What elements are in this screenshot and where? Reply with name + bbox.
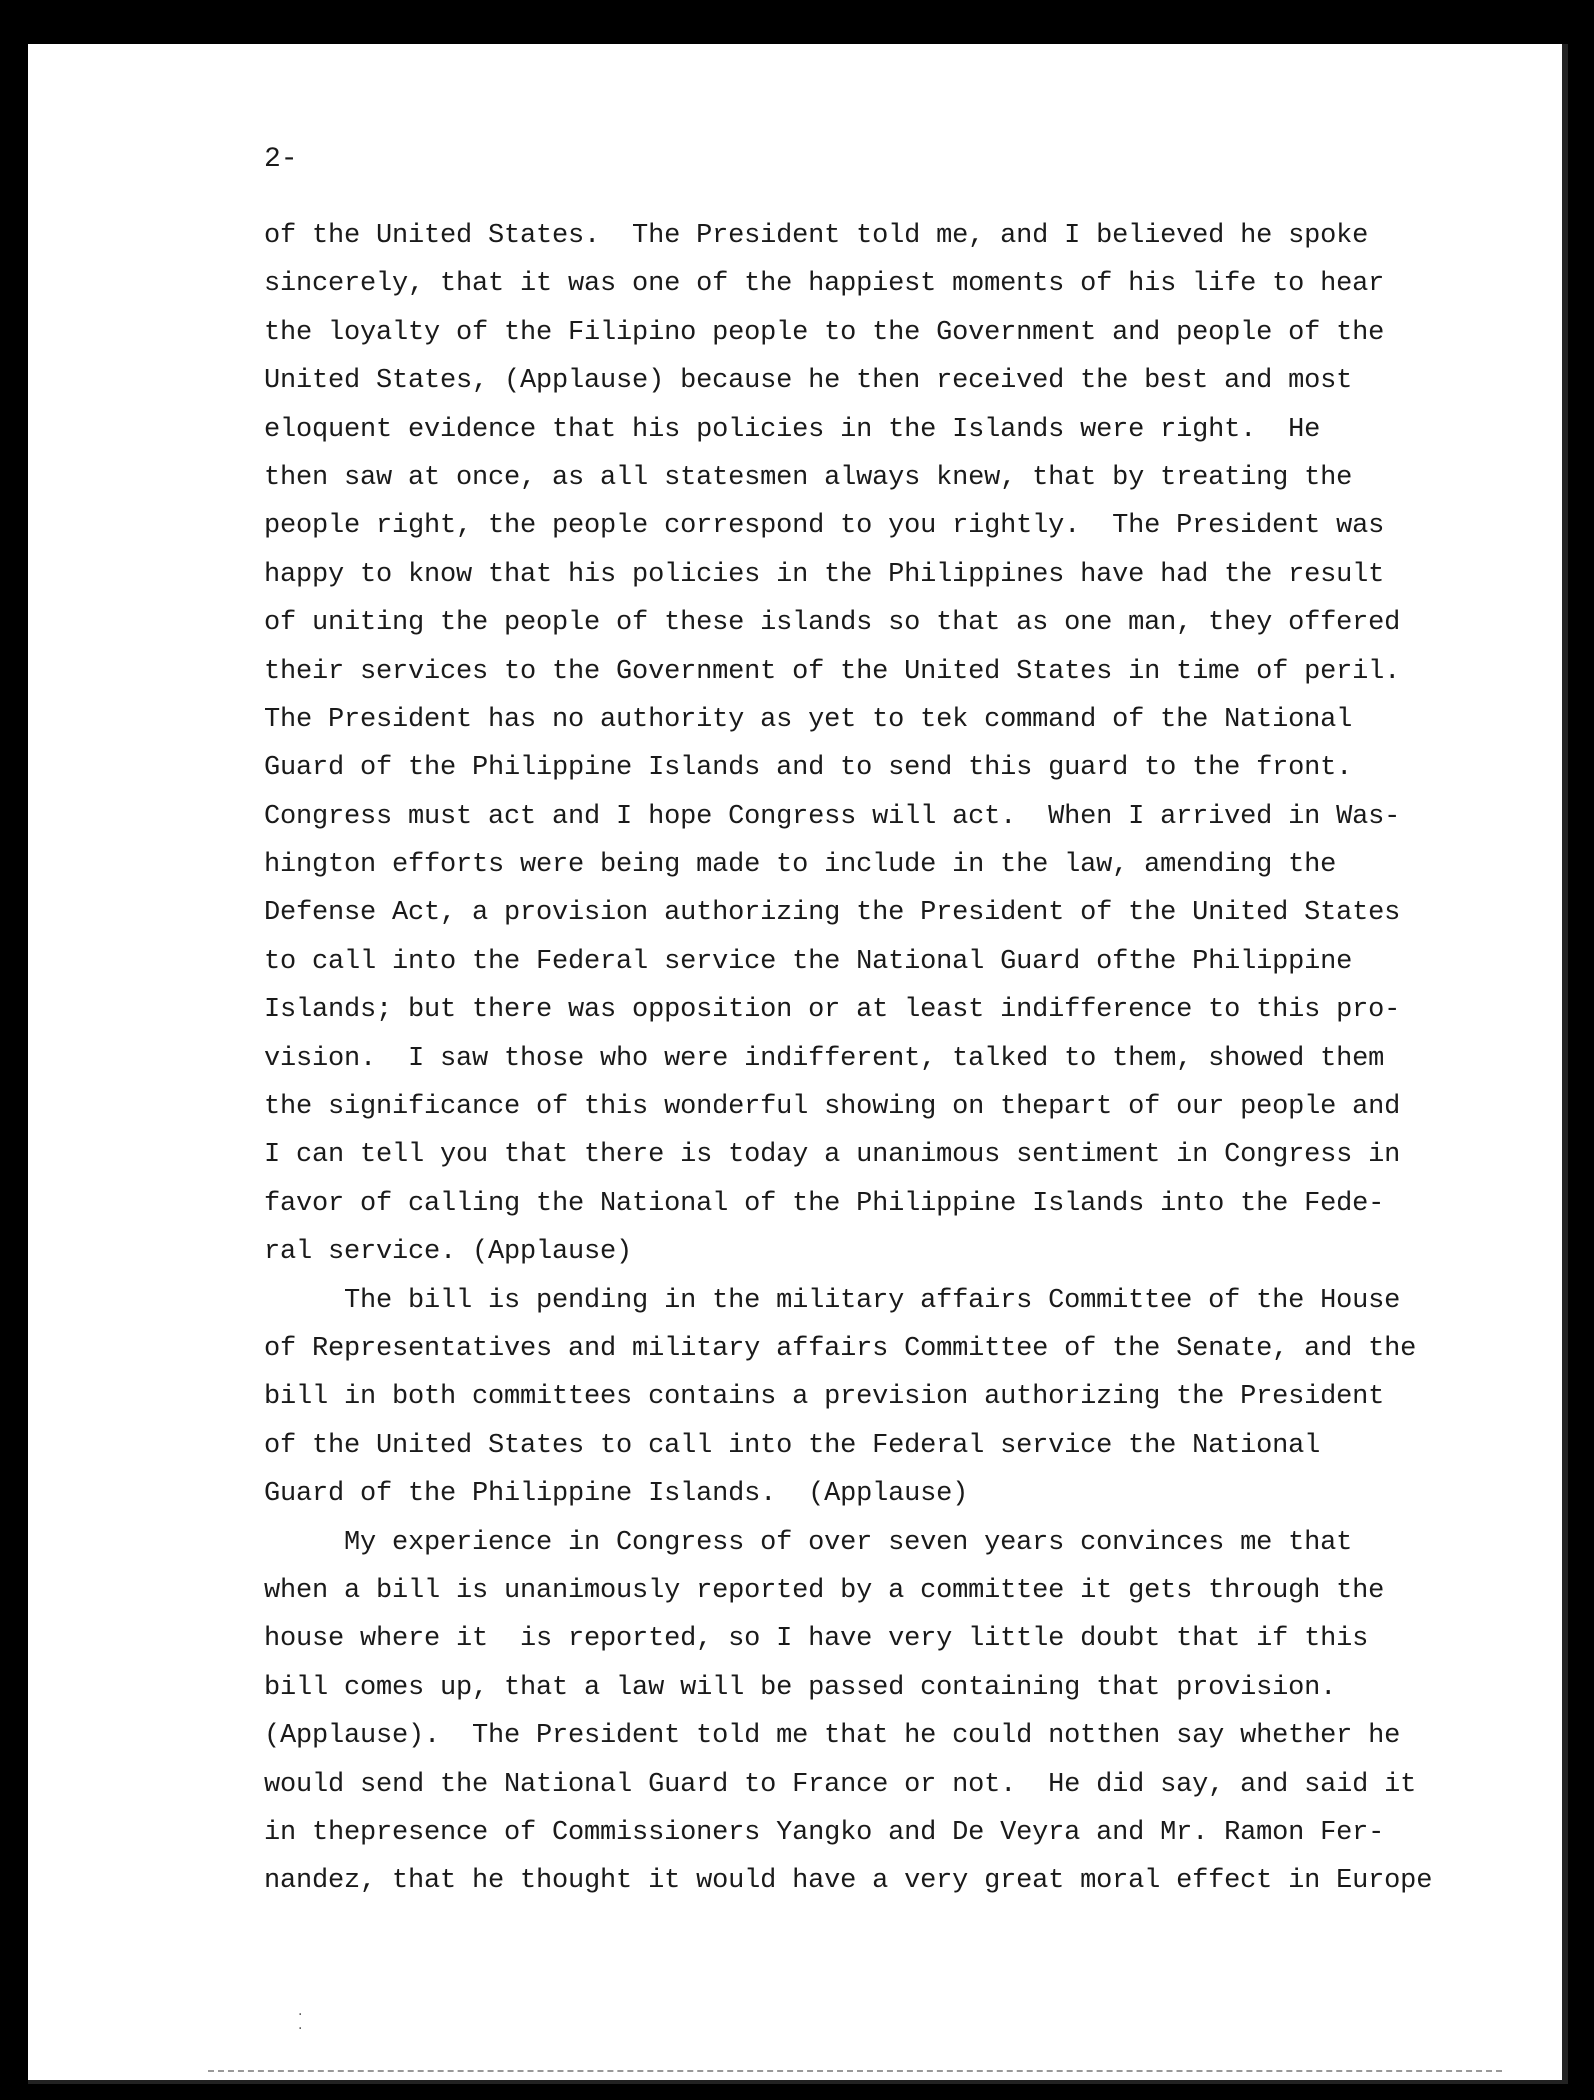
- text-line: the loyalty of the Filipino people to the Government and people of the: [264, 317, 1385, 348]
- text-line: ral service. (Applause): [264, 1237, 633, 1268]
- paragraph: [264, 212, 1514, 1277]
- text-line: vision. I saw those who were indifferent, talked to them, showed them: [264, 1043, 1385, 1074]
- paragraph: [264, 1519, 1514, 1906]
- text-line: The President has no authority as yet to tek command of the National: [264, 704, 1353, 735]
- text-line: house where it is reported, so I have very little doubt that if this: [264, 1624, 1369, 1655]
- text-line: United States, (Applause) because he then received the best and most: [264, 366, 1353, 397]
- text-line: people right, the people correspond to you rightly. The President was: [264, 511, 1385, 542]
- text-line: bill in both committees contains a prevision authorizing the President: [264, 1382, 1385, 1413]
- bottom-edge-rule: [208, 2070, 1502, 2072]
- text-line: to call into the Federal service the National Guard ofthe Philippine: [264, 946, 1353, 977]
- text-line: Defense Act, a provision authorizing the President of the United States: [264, 898, 1401, 929]
- text-line: of Representatives and military affairs Committee of the Senate, and the: [264, 1333, 1417, 1364]
- text-line: favor of calling the National of the Philippine Islands into the Fede-: [264, 1188, 1385, 1219]
- text-line: nandez, that he thought it would have a very great moral effect in Europe: [264, 1866, 1433, 1897]
- text-line: happy to know that his policies in the Philippines have had the result: [264, 559, 1385, 590]
- text-line: in thepresence of Commissioners Yangko and De Veyra and Mr. Ramon Fer-: [264, 1817, 1385, 1848]
- text-line: bill comes up, that a law will be passed containing that provision.: [264, 1672, 1337, 1703]
- text-line: of the United States to call into the Federal service the National: [264, 1430, 1321, 1461]
- text-line: then saw at once, as all statesmen always knew, that by treating the: [264, 462, 1353, 493]
- text-line: sincerely, that it was one of the happiest moments of his life to hear: [264, 269, 1385, 300]
- page-number: 2-: [264, 144, 298, 175]
- text-line: of the United States. The President told me, and I believed he spoke: [264, 221, 1369, 251]
- paragraph: [264, 1277, 1514, 1519]
- text-line: their services to the Government of the United States in time of peril.: [264, 656, 1401, 687]
- text-line: Congress must act and I hope Congress will act. When I arrived in Was-: [264, 801, 1401, 832]
- text-line: Guard of the Philippine Islands. (Applause): [264, 1479, 969, 1510]
- text-line: the significance of this wonderful showing on thepart of our people and: [264, 1092, 1401, 1123]
- text-line: eloquent evidence that his policies in the Islands were right. He: [264, 414, 1321, 445]
- text-line: Islands; but there was opposition or at least indifference to this pro-: [264, 995, 1401, 1026]
- text-line: Guard of the Philippine Islands and to send this guard to the front.: [264, 753, 1353, 784]
- text-line: (Applause). The President told me that he could notthen say whether he: [264, 1721, 1401, 1752]
- text-line: hington efforts were being made to include in the law, amending the: [264, 850, 1337, 881]
- text-line: of uniting the people of these islands so that as one man, they offered: [264, 608, 1401, 639]
- text-line: I can tell you that there is today a unanimous sentiment in Congress in: [264, 1140, 1401, 1171]
- document-page: [28, 44, 1568, 2084]
- text-line: when a bill is unanimously reported by a committee it gets through the: [264, 1575, 1385, 1606]
- text-line: My experience in Congress of over seven years convinces me that: [264, 1527, 1353, 1558]
- margin-marks: . .: [298, 2003, 303, 2033]
- text-line: The bill is pending in the military affairs Committee of the House: [264, 1285, 1401, 1316]
- text-line: would send the National Guard to France or not. He did say, and said it: [264, 1769, 1417, 1800]
- document-body: [264, 212, 1514, 1906]
